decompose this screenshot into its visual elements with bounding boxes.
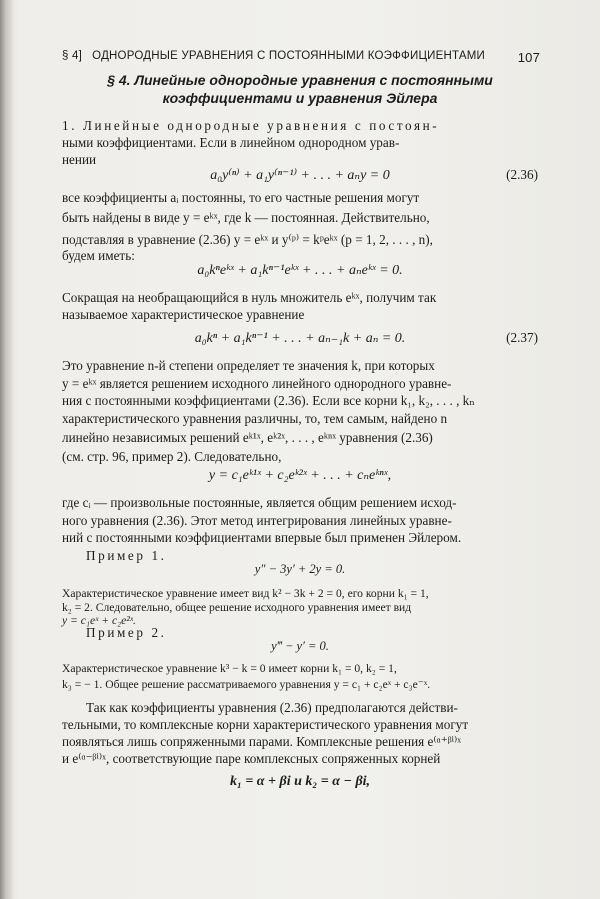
text-line: быть найдены в виде y = eᵏˣ, где k — постоянная. Действительно, xyxy=(62,210,430,225)
text-line: подставляя в уравнение (2.36) y = eᵏˣ и y⁽ᵖ⁾ = kᵖeᵏˣ (p = 1, 2, . . . , n), xyxy=(62,232,433,247)
text-line: (см. стр. 96, пример 2). Следовательно, xyxy=(62,449,282,464)
text-line: ний с постоянными коэффициентами впервые был применен Эйлером. xyxy=(62,530,462,545)
text-line: y = eᵏˣ является решением исходного линейного однородного уравне- xyxy=(62,376,452,391)
example-2-equation: y‴ − y′ = 0. xyxy=(271,639,329,653)
equation-2-36 xyxy=(62,167,538,184)
text-line: будем иметь: xyxy=(62,248,135,263)
text-line: нении xyxy=(62,152,97,167)
header-title: ОДНОРОДНЫЕ УРАВНЕНИЯ С ПОСТОЯННЫМИ КОЭФФИЦИЕНТАМИ xyxy=(92,50,485,62)
equation-number: (2.36) xyxy=(506,167,538,182)
running-header xyxy=(62,50,540,65)
equation-2-37 xyxy=(62,330,538,347)
example-2-text: k₃ = − 1. Общее решение рассматриваемого уравнения y = c₁ + c₂eˣ + c₃e⁻ˣ. xyxy=(62,678,431,691)
page-binding-shadow xyxy=(0,0,14,899)
text-line: 1. Линейные однородные уравнения с постоян- xyxy=(62,118,440,133)
text-line: называемое характеристическое уравнение xyxy=(62,307,305,322)
text-line: ными коэффициентами. Если в линейном однородном урав- xyxy=(62,135,400,150)
text-line: Так как коэффициенты уравнения (2.36) предполагаются действи- xyxy=(86,700,458,715)
text-line: все коэффициенты aᵢ постоянны, то его частные решения могут xyxy=(62,190,420,205)
example-1-text: Характеристическое уравнение имеет вид k² − 3k + 2 = 0, его корни k₁ = 1, xyxy=(62,587,429,600)
text-line: характеристического уравнения различны, то, тем самым, найдено n xyxy=(62,411,448,426)
text-line: где cᵢ — произвольные постоянные, является общим решением исход- xyxy=(62,495,457,510)
complex-roots-equation: k₁ = α + βi и k₂ = α − βi, xyxy=(229,774,371,789)
text-line: тельными, то комплексные корни характеристического уравнения могут xyxy=(62,717,469,732)
example-1-heading: Пример 1. xyxy=(86,548,167,563)
general-solution-equation: y = c₁eᵏ¹ˣ + c₂eᵏ²ˣ + . . . + cₙeᵏⁿˣ, xyxy=(208,468,392,483)
equation-text: a₀kⁿ + a₁kⁿ⁻¹ + . . . + aₙ₋₁k + aₙ = 0. xyxy=(194,331,406,346)
section-title-line-1: § 4. Линейные однородные уравнения с постоянными xyxy=(107,72,493,88)
section-title-line-2: коэффициентами и уравнения Эйлера xyxy=(162,90,438,106)
text-line: и e⁽ᵅ⁻ᵝⁱ⁾ˣ, соответствующие паре комплексных сопряженных корней xyxy=(62,751,441,766)
text-line: Сокращая на необращающийся в нуль множитель eᵏˣ, получим так xyxy=(62,290,437,305)
text-line: ного уравнения (2.36). Этот метод интегрирования линейных уравне- xyxy=(62,513,452,528)
text-line: появляться лишь сопряженными парами. Комплексные решения e⁽ᵅ⁺ᵝⁱ⁾ˣ xyxy=(62,734,462,749)
text-line: Это уравнение n-й степени определяет те значения k, при которых xyxy=(62,358,435,373)
header-section: § 4] xyxy=(62,50,82,62)
example-2-text: Характеристическое уравнение k³ − k = 0 имеет корни k₁ = 0, k₂ = 1, xyxy=(62,662,397,675)
example-1-equation: y″ − 3y′ + 2y = 0. xyxy=(254,562,346,576)
example-1-solution: y = c₁eˣ + c₂e²ˣ. xyxy=(62,614,136,627)
page-number: 107 xyxy=(517,50,540,65)
equation-text: a₀y⁽ⁿ⁾ + a₁y⁽ⁿ⁻¹⁾ + . . . + aₙy = 0 xyxy=(210,168,390,183)
equation-substituted: a₀kⁿeᵏˣ + a₁kⁿ⁻¹eᵏˣ + . . . + aₙeᵏˣ = 0. xyxy=(197,263,403,278)
equation-number: (2.37) xyxy=(506,330,538,345)
example-2-heading: Пример 2. xyxy=(86,625,167,640)
text-line: линейно независимых решений eᵏ¹ˣ, eᵏ²ˣ, . . . , eᵏⁿˣ уравнения (2.36) xyxy=(62,430,433,445)
text-line: ния с постоянными коэффициентами (2.36). Если все корни k₁, k₂, . . . , kₙ xyxy=(62,393,475,408)
example-1-text: k₂ = 2. Следовательно, общее решение исходного уравнения имеет вид xyxy=(62,601,412,614)
